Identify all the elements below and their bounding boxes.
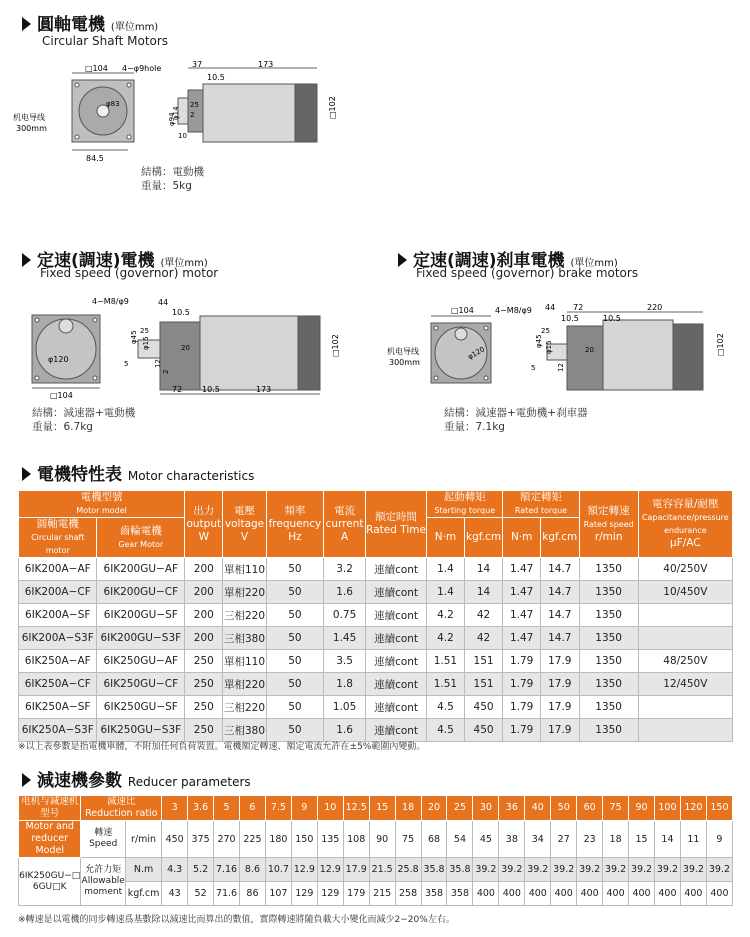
svg-text:φ45: φ45 [535, 334, 543, 348]
ratio-cell: 36 [499, 796, 525, 821]
svg-text:φ45: φ45 [130, 330, 138, 344]
table-cell: 6IK200A−S3F [19, 627, 97, 650]
table-row [19, 650, 733, 673]
table-cell: 6IK250GU−CF [97, 673, 185, 696]
speed-cell: 34 [525, 821, 551, 858]
svg-text:10.5: 10.5 [202, 385, 220, 394]
svg-text:4−φ9hole: 4−φ9hole [122, 64, 162, 73]
kgf-cell: 258 [395, 882, 421, 906]
table-cell: 50 [266, 719, 324, 742]
table-cell: 連續cont [365, 719, 426, 742]
nm-cell: 39.2 [654, 858, 680, 882]
table-cell: 1350 [579, 581, 638, 604]
table-cell: 單相220 [223, 673, 266, 696]
table-row [19, 604, 733, 627]
capacitance-cell [638, 719, 732, 742]
table-cell: 1.79 [503, 719, 541, 742]
kgf-cell: 400 [603, 882, 629, 906]
speed-cell: 15 [629, 821, 655, 858]
speed-cell: 450 [162, 821, 188, 858]
th-rated-nm: N·m [503, 518, 541, 558]
kgf-cell: 129 [317, 882, 343, 906]
table-row [19, 558, 733, 581]
section-subtitle-fixed: Fixed speed (governor) motor [40, 266, 219, 280]
svg-text:机电导线: 机电导线 [387, 347, 419, 356]
table-cell: 17.9 [540, 696, 579, 719]
reducer-table-note: ※轉速是以電機的同步轉速爲基數除以減速比而算出的數值，實際轉速將隨負載大小變化而減少2−20%左右。 [18, 915, 455, 925]
capacitance-cell: 40/250V [638, 558, 732, 581]
table-row [19, 696, 733, 719]
section-title-motor-char: 電機特性表 Motor characteristics [22, 460, 254, 485]
table-cell: 3.5 [324, 650, 366, 673]
table-row [19, 627, 733, 650]
table-cell: 1.8 [324, 673, 366, 696]
nm-cell: 4.3 [162, 858, 188, 882]
table-cell: 17.9 [540, 719, 579, 742]
svg-text:72: 72 [172, 385, 183, 394]
kgf-cell: 43 [162, 882, 188, 906]
th-rated-time: 額定時間 Rated Time [365, 491, 426, 558]
svg-text:10.5: 10.5 [561, 314, 579, 323]
speed-cell: 14 [654, 821, 680, 858]
section-title-circular: 圓軸電機 (單位mm) [22, 10, 158, 35]
section-subtitle-brake: Fixed speed (governor) brake motors [416, 266, 639, 280]
table-cell: 1.4 [427, 558, 465, 581]
table-cell: 1.47 [503, 627, 541, 650]
kgf-cell: 400 [473, 882, 499, 906]
triangle-icon [22, 17, 31, 31]
svg-text:44: 44 [158, 298, 169, 307]
th-reducer-model: 电机与减速机 型号 [19, 796, 81, 821]
capacitance-cell: 12/450V [638, 673, 732, 696]
reducer-parameters-table [18, 795, 733, 906]
svg-text:φ94: φ94 [168, 112, 176, 126]
table-cell: 連續cont [365, 673, 426, 696]
kgf-cell: 71.6 [214, 882, 240, 906]
speed-cell: 38 [499, 821, 525, 858]
nm-cell: 39.2 [629, 858, 655, 882]
ratio-cell: 3 [162, 796, 188, 821]
table-cell: 42 [464, 604, 503, 627]
table-cell: 250 [185, 650, 223, 673]
speed-cell: 45 [473, 821, 499, 858]
table-cell: 連續cont [365, 627, 426, 650]
nm-cell: 39.2 [577, 858, 603, 882]
motor-characteristics-table [18, 490, 733, 742]
table-cell: 1350 [579, 604, 638, 627]
svg-text:□102: □102 [716, 333, 725, 356]
svg-text:φ15: φ15 [545, 340, 553, 354]
table-cell: 6IK250A−S3F [19, 719, 97, 742]
table-cell: 連續cont [365, 558, 426, 581]
capacitance-cell [638, 696, 732, 719]
table-cell: 6IK250GU−S3F [97, 719, 185, 742]
th-start-nm: N·m [427, 518, 465, 558]
svg-text:10.5: 10.5 [172, 308, 190, 317]
kgf-cell: 400 [525, 882, 551, 906]
table-cell: 17.9 [540, 673, 579, 696]
svg-text:φ14: φ14 [172, 106, 180, 120]
table-cell: 4.5 [427, 719, 465, 742]
table-cell: 1350 [579, 650, 638, 673]
nm-cell: 39.2 [525, 858, 551, 882]
struct-circular: 結構：電動機 重量：5kg [141, 166, 204, 192]
th-current: 電流 current A [324, 491, 366, 558]
table-cell: 4.5 [427, 696, 465, 719]
th-gear-motor: 齒輪電機 Gear Motor [97, 518, 185, 558]
table-cell: 1.51 [427, 673, 465, 696]
triangle-icon [22, 253, 31, 267]
svg-text:44: 44 [545, 303, 556, 312]
th-rated-speed: 額定轉速 Rated speed r/min [579, 491, 638, 558]
speed-cell: 54 [447, 821, 473, 858]
table-cell: 1.79 [503, 673, 541, 696]
speed-label: 轉速 Speed [81, 821, 126, 858]
table-cell: 6IK200A−SF [19, 604, 97, 627]
speed-unit: r/min [125, 821, 161, 858]
motor-table-body [19, 558, 733, 742]
ratio-cell: 7.5 [265, 796, 291, 821]
kgf-cell: 400 [577, 882, 603, 906]
table-cell: 6IK250A−SF [19, 696, 97, 719]
table-cell: 1.6 [324, 581, 366, 604]
section-title-fixed: 定速(調速)電機 (單位mm) [22, 246, 208, 271]
nm-cell: 35.8 [421, 858, 447, 882]
ratio-cell: 18 [395, 796, 421, 821]
svg-text:2: 2 [162, 369, 170, 374]
table-cell: 50 [266, 673, 324, 696]
th-start-kgf: kgf.cm [464, 518, 503, 558]
nm-cell: 12.9 [291, 858, 317, 882]
svg-text:2: 2 [190, 111, 195, 119]
svg-text:25: 25 [190, 101, 199, 109]
table-cell: 連續cont [365, 581, 426, 604]
ratio-cell: 30 [473, 796, 499, 821]
speed-cell: 150 [291, 821, 317, 858]
table-cell: 450 [464, 719, 503, 742]
svg-text:25: 25 [541, 327, 550, 335]
table-cell: 4.2 [427, 627, 465, 650]
svg-text:220: 220 [647, 303, 663, 312]
svg-text:84.5: 84.5 [86, 154, 104, 163]
th-voltage: 電壓 voltage V [223, 491, 266, 558]
kgf-cell: 400 [654, 882, 680, 906]
svg-text:4−M8/φ9: 4−M8/φ9 [495, 306, 532, 315]
ratio-cell: 6 [239, 796, 265, 821]
th-round-shaft: 圓軸電機 Circular shaft motor [19, 518, 97, 558]
ratio-cell: 10 [317, 796, 343, 821]
ratio-cell: 3.6 [188, 796, 214, 821]
svg-text:20: 20 [585, 346, 594, 354]
table-cell: 單相110 [223, 650, 266, 673]
table-cell: 6IK250GU−SF [97, 696, 185, 719]
nm-cell: 17.9 [343, 858, 369, 882]
th-rated-kgf: kgf.cm [540, 518, 579, 558]
table-cell: 14.7 [540, 627, 579, 650]
nm-cell: 21.5 [369, 858, 395, 882]
table-cell: 6IK250GU−AF [97, 650, 185, 673]
capacitance-cell [638, 627, 732, 650]
table-cell: 1.51 [427, 650, 465, 673]
speed-cell: 375 [188, 821, 214, 858]
table-cell: 151 [464, 673, 503, 696]
ratio-cell: 75 [603, 796, 629, 821]
svg-text:10.5: 10.5 [603, 314, 621, 323]
kgf-cell: 400 [706, 882, 732, 906]
th-motor-model: 電機型號 Motor model [19, 491, 185, 518]
table-cell: 1.4 [427, 581, 465, 604]
th-frequency: 頻率 frequency Hz [266, 491, 324, 558]
table-cell: 200 [185, 627, 223, 650]
table-cell: 1350 [579, 627, 638, 650]
section-title-brake: 定速(調速)刹車電機 (單位mm) [398, 246, 618, 271]
svg-text:25: 25 [140, 327, 149, 335]
svg-text:机电导线: 机电导线 [13, 113, 45, 122]
kgf-cell: 129 [291, 882, 317, 906]
nm-cell: 10.7 [265, 858, 291, 882]
table-cell: 單相110 [223, 558, 266, 581]
ratio-cell: 5 [214, 796, 240, 821]
kgf-cell: 179 [343, 882, 369, 906]
ratio-cell: 20 [421, 796, 447, 821]
th-capacitance: 電容容量/耐壓 Capacitance/pressure endurance μF/AC [638, 491, 732, 558]
svg-text:10: 10 [178, 132, 187, 140]
nm-cell: 39.2 [680, 858, 706, 882]
svg-text:300mm: 300mm [389, 358, 420, 367]
table-cell: 200 [185, 604, 223, 627]
table-cell: 三相380 [223, 627, 266, 650]
kgf-cell: 400 [629, 882, 655, 906]
svg-text:φ120: φ120 [48, 355, 69, 364]
ratio-cell: 60 [577, 796, 603, 821]
table-cell: 14 [464, 581, 503, 604]
speed-cell: 108 [343, 821, 369, 858]
table-cell: 0.75 [324, 604, 366, 627]
ratio-cell: 150 [706, 796, 732, 821]
reducer-model-cell: 6IK250GU−□ 6GU□K [19, 858, 81, 906]
section-title-reducer: 減速機參數 Reducer parameters [22, 766, 251, 791]
table-cell: 1.79 [503, 650, 541, 673]
struct-fixed: 結構：減速器+電動機 重量：6.7kg [32, 407, 136, 433]
table-cell: 200 [185, 581, 223, 604]
kgf-cell: 52 [188, 882, 214, 906]
table-cell: 單相220 [223, 581, 266, 604]
ratio-cell: 12.5 [343, 796, 369, 821]
nm-cell: 39.2 [603, 858, 629, 882]
speed-cell: 11 [680, 821, 706, 858]
table-cell: 50 [266, 558, 324, 581]
ratio-cell: 90 [629, 796, 655, 821]
table-cell: 1350 [579, 696, 638, 719]
nm-cell: 25.8 [395, 858, 421, 882]
speed-cell: 135 [317, 821, 343, 858]
svg-text:173: 173 [256, 385, 272, 394]
ratio-cell: 25 [447, 796, 473, 821]
svg-text:37: 37 [192, 60, 203, 69]
nm-cell: 35.8 [447, 858, 473, 882]
th-starting-torque: 起動轉矩 Starting torque [427, 491, 503, 518]
svg-text:□102: □102 [331, 334, 340, 357]
nm-cell: 7.16 [214, 858, 240, 882]
kgf-cell: 400 [680, 882, 706, 906]
table-cell: 250 [185, 719, 223, 742]
capacitance-cell [638, 604, 732, 627]
speed-cell: 225 [239, 821, 265, 858]
table-cell: 6IK200A−CF [19, 581, 97, 604]
drawing-circular-motor [10, 60, 350, 165]
svg-text:□104: □104 [85, 64, 108, 73]
kgf-cell: 400 [551, 882, 577, 906]
torque-label: 允許力矩 Allowable moment [81, 858, 126, 906]
speed-cell: 9 [706, 821, 732, 858]
svg-text:173: 173 [258, 60, 274, 69]
nm-cell: 12.9 [317, 858, 343, 882]
table-cell: 250 [185, 696, 223, 719]
drawing-fixed-motor [20, 290, 350, 400]
ratio-cell: 15 [369, 796, 395, 821]
svg-text:20: 20 [181, 344, 190, 352]
table-cell: 1.05 [324, 696, 366, 719]
th-output: 出力 output W [185, 491, 223, 558]
svg-text:72: 72 [573, 303, 584, 312]
speed-cell: 75 [395, 821, 421, 858]
table-cell: 1350 [579, 673, 638, 696]
table-cell: 1.47 [503, 604, 541, 627]
table-cell: 4.2 [427, 604, 465, 627]
svg-text:4−M8/φ9: 4−M8/φ9 [92, 297, 129, 306]
table-cell: 1.45 [324, 627, 366, 650]
speed-cell: 27 [551, 821, 577, 858]
capacitance-cell: 10/450V [638, 581, 732, 604]
kgf-unit: kgf.cm [125, 882, 161, 906]
triangle-icon [398, 253, 407, 267]
table-cell: 1.47 [503, 558, 541, 581]
table-cell: 200 [185, 558, 223, 581]
nm-cell: 39.2 [473, 858, 499, 882]
speed-cell: 68 [421, 821, 447, 858]
table-cell: 1350 [579, 719, 638, 742]
table-row [19, 581, 733, 604]
svg-text:12: 12 [557, 363, 565, 372]
table-cell: 50 [266, 650, 324, 673]
table-cell: 450 [464, 696, 503, 719]
table-cell: 6IK200GU−CF [97, 581, 185, 604]
svg-text:12: 12 [154, 359, 162, 368]
table-cell: 連續cont [365, 604, 426, 627]
table-cell: 6IK250A−CF [19, 673, 97, 696]
table-cell: 42 [464, 627, 503, 650]
th-rated-torque: 額定轉矩 Rated torque [503, 491, 579, 518]
table-cell: 連續cont [365, 650, 426, 673]
table-cell: 6IK200A−AF [19, 558, 97, 581]
table-cell: 1350 [579, 558, 638, 581]
table-row [19, 673, 733, 696]
svg-text:φ83: φ83 [106, 100, 120, 108]
kgf-cell: 215 [369, 882, 395, 906]
triangle-icon [22, 467, 31, 481]
kgf-cell: 107 [265, 882, 291, 906]
svg-text:□104: □104 [451, 306, 474, 315]
table-cell: 151 [464, 650, 503, 673]
table-cell: 14.7 [540, 558, 579, 581]
table-cell: 1.47 [503, 581, 541, 604]
table-cell: 三相220 [223, 696, 266, 719]
svg-text:φ120: φ120 [466, 345, 487, 362]
motor-table-note: ※以上表參數是指電機單體，不附加任何負荷裝置。電機額定轉速、額定電流允許在±5%範圍內變動。 [18, 742, 426, 752]
ratio-cell: 120 [680, 796, 706, 821]
struct-brake: 結構：減速器+電動機+刹車器 重量：7.1kg [444, 407, 588, 433]
table-cell: 6IK250A−AF [19, 650, 97, 673]
ratio-cell: 9 [291, 796, 317, 821]
speed-cell: 18 [603, 821, 629, 858]
table-cell: 50 [266, 696, 324, 719]
svg-text:φ15: φ15 [142, 336, 150, 350]
table-cell: 6IK200GU−AF [97, 558, 185, 581]
ratio-cell: 50 [551, 796, 577, 821]
svg-text:5: 5 [124, 360, 129, 368]
table-cell: 50 [266, 581, 324, 604]
table-cell: 17.9 [540, 650, 579, 673]
kgf-cell: 86 [239, 882, 265, 906]
nm-cell: 39.2 [499, 858, 525, 882]
svg-text:5: 5 [531, 364, 536, 372]
th-reducer-model-en: Motor and reducer Model [19, 821, 81, 858]
table-cell: 50 [266, 627, 324, 650]
table-cell: 1.79 [503, 696, 541, 719]
table-cell: 6IK200GU−S3F [97, 627, 185, 650]
section-subtitle-circular: Circular Shaft Motors [42, 34, 169, 48]
kgf-cell: 358 [447, 882, 473, 906]
nm-cell: 5.2 [188, 858, 214, 882]
kgf-cell: 400 [499, 882, 525, 906]
table-cell: 連續cont [365, 696, 426, 719]
nm-cell: 8.6 [239, 858, 265, 882]
table-cell: 1.6 [324, 719, 366, 742]
speed-cell: 90 [369, 821, 395, 858]
table-cell: 三相220 [223, 604, 266, 627]
table-cell: 14.7 [540, 581, 579, 604]
nm-cell: 39.2 [551, 858, 577, 882]
table-cell: 14.7 [540, 604, 579, 627]
table-cell: 50 [266, 604, 324, 627]
triangle-icon [22, 773, 31, 787]
table-cell: 14 [464, 558, 503, 581]
ratio-cell: 100 [654, 796, 680, 821]
nm-unit: N.m [125, 858, 161, 882]
svg-text:□102: □102 [328, 96, 337, 119]
capacitance-cell: 48/250V [638, 650, 732, 673]
speed-cell: 180 [265, 821, 291, 858]
speed-cell: 23 [577, 821, 603, 858]
table-cell: 250 [185, 673, 223, 696]
table-cell: 三相380 [223, 719, 266, 742]
svg-text:300mm: 300mm [16, 124, 47, 133]
ratio-cell: 40 [525, 796, 551, 821]
speed-cell: 270 [214, 821, 240, 858]
table-cell: 3.2 [324, 558, 366, 581]
drawing-brake-motor [385, 290, 735, 400]
th-reduction-ratio: 減速比 Reduction ratio [81, 796, 162, 821]
svg-text:10.5: 10.5 [207, 73, 225, 82]
table-cell: 6IK200GU−SF [97, 604, 185, 627]
kgf-cell: 358 [421, 882, 447, 906]
svg-text:□104: □104 [50, 391, 73, 400]
nm-cell: 39.2 [706, 858, 732, 882]
